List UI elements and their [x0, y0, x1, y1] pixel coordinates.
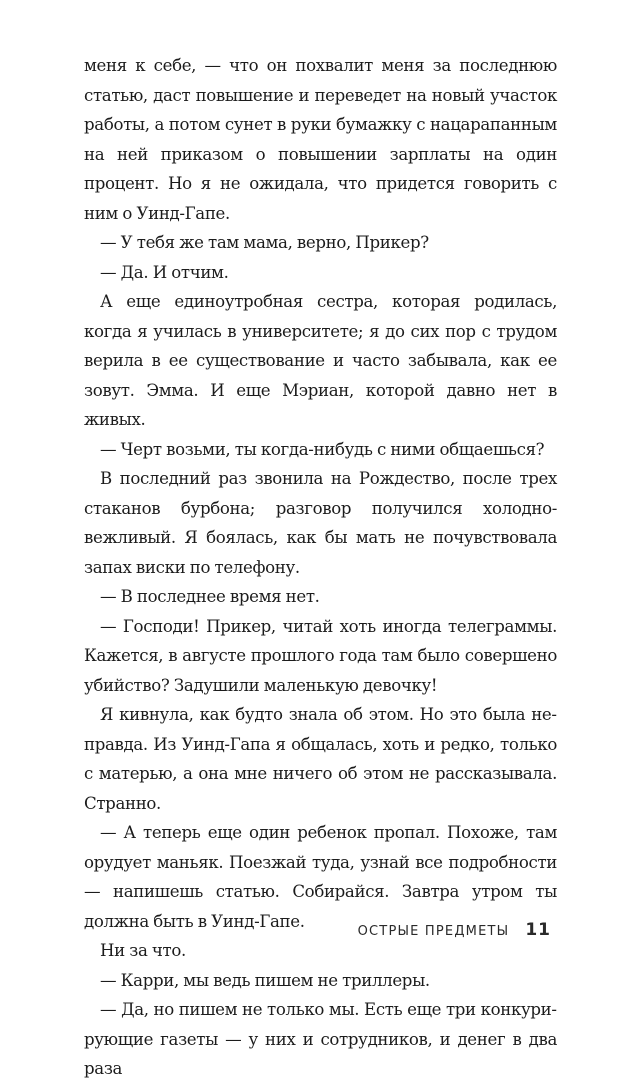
running-head: ОСТРЫЕ ПРЕДМЕТЫ	[357, 924, 510, 939]
paragraph-6: В последний раз звонила на Рождество, после трех стаканов бурбона; разговор получился холодно-вежливый. Я боялась, как бы мать не почувствовала запах виски по телефону.	[84, 469, 557, 577]
paragraph-5: — Черт возьми, ты когда-нибудь с ними общаешься?	[100, 439, 545, 459]
paragraph-11: Ни за что.	[100, 941, 186, 960]
paragraph-10: — А теперь еще один ребенок пропал. Похоже, там орудует маньяк. Поезжай туда, узнай все подробности — напишешь статью. Собирайся. Завтра утром ты должна быть в Уинд-Гапе.	[84, 823, 557, 931]
page-footer	[358, 920, 551, 940]
page-number: 11	[525, 920, 551, 940]
paragraph-3: — Да. И отчим.	[100, 262, 229, 282]
paragraph-9: Я кивнула, как будто знала об этом. Но это была неправда. Из Уинд-Гапа я общалась, хоть и редко, только с матерью, а она мне ничего об этом не рассказывала. Странно.	[84, 705, 557, 813]
paragraph-12: — Карри, мы ведь пишем не триллеры.	[100, 970, 430, 990]
paragraph-13: — Да, но пишем не только мы. Есть еще три конкурирующие газеты — у них и сотрудников, и денег в два раза	[84, 1000, 557, 1078]
paragraph-7: — В последнее время нет.	[100, 587, 320, 606]
paragraph-1: меня к себе, — что он похвалит меня за последнюю статью, даст повышение и переведет на новый участок работы, а потом сунет в руки бумажку с нацарапанным на ней приказом о повышении зарплаты на один процент. Но я не ожидала, что придется говорить с ним о Уинд-Гапе.	[84, 56, 557, 223]
paragraph-2: — У тебя же там мама, верно, Прикер?	[100, 233, 429, 252]
paragraph-8: — Господи! Прикер, читай хоть иногда телеграммы. Кажется, в августе прошлого года там было совершено убийство? Задушили маленькую девочку!	[84, 616, 557, 695]
paragraph-4: А еще единоутробная сестра, которая родилась, когда я училась в университете; я до сих пор с трудом верила в ее существование и часто забывала, как ее зовут. Эмма. И еще Мэриан, которой давно нет в живых.	[84, 292, 557, 429]
